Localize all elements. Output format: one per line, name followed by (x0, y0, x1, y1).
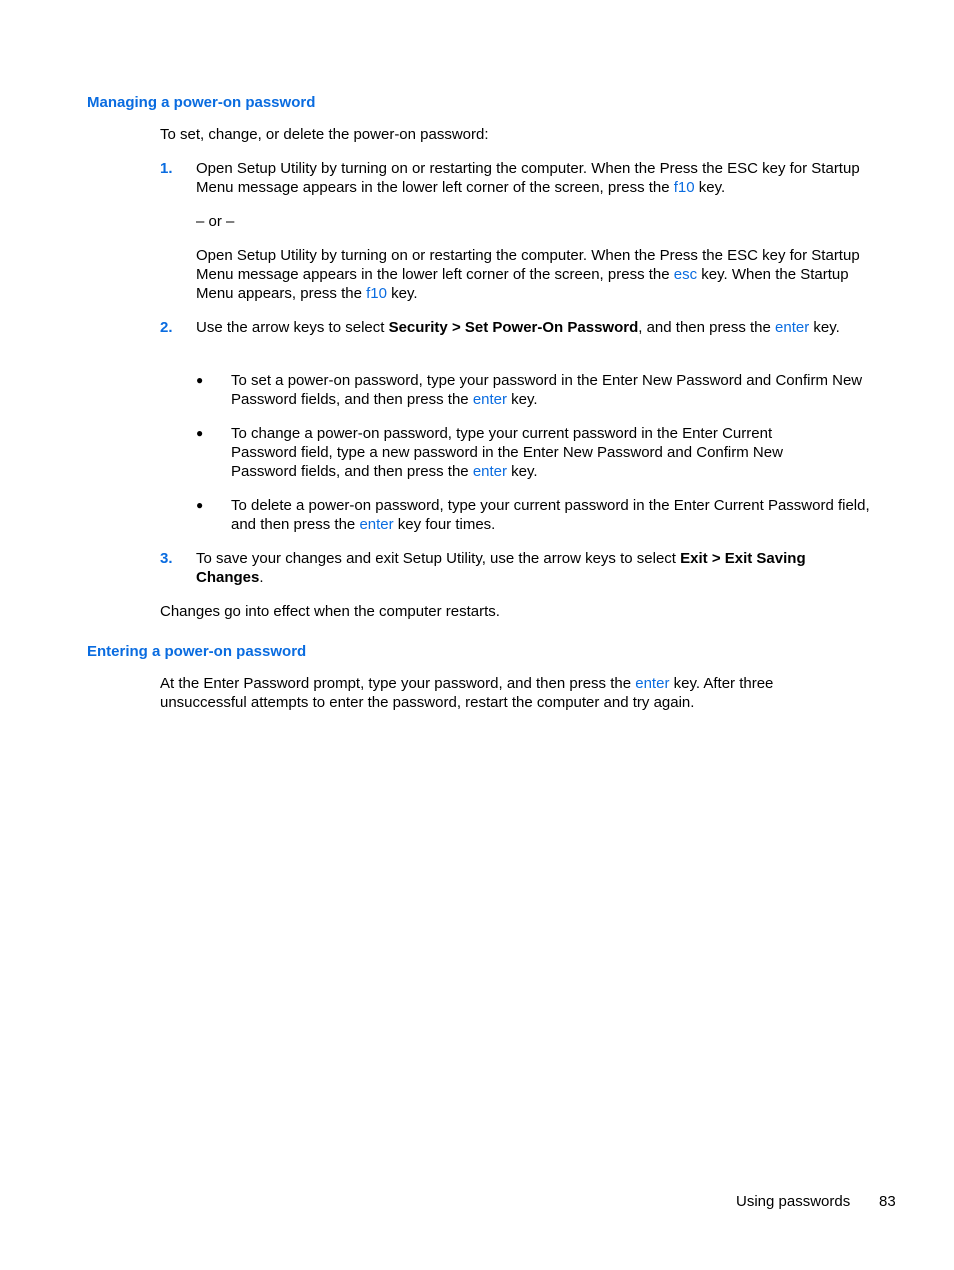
key-f10: f10 (673, 179, 695, 196)
step-number-1: 1. (160, 160, 173, 177)
bullet-item-delete: To delete a power-on password, type your current password in the Enter Current Password field, and then press the enter key four times. (231, 497, 870, 533)
key-enter: enter (635, 675, 670, 692)
entering-paragraph: At the Enter Password prompt, type your password, and then press the enter key. After three unsuccessful attempts to enter the password, restart the computer and try again. (160, 675, 774, 711)
footer-section-title: Using passwords (736, 1193, 851, 1210)
step-1-text-a: Open Setup Utility by turning on or restarting the computer. When the Press the ESC key for Startup Menu message appears in the lower left corner of the screen, press the f10 key. (196, 160, 860, 196)
step-number-3: 3. (160, 550, 173, 567)
bullet-item-change: To change a power-on password, type your current password in the Enter Current Password field, type a new password in the Enter New Password and Confirm New Password fields, and then press the enter key. (231, 425, 783, 480)
step-1-text-b: Open Setup Utility by turning on or restarting the computer. When the Press the ESC key for Startup Menu message appears in the lower left corner of the screen, press the esc key. When the Startup Menu appears, press the f10 key. (196, 247, 860, 302)
bullet-item-set: To set a power-on password, type your password in the Enter New Password and Confirm New Password fields, and then press the enter key. (231, 372, 863, 408)
bullet-icon: ● (196, 373, 204, 387)
section-heading-managing: Managing a power-on password (87, 94, 316, 111)
bullet-icon: ● (196, 426, 204, 440)
step-2-text: Use the arrow keys to select Security > Set Power-On Password, and then press the enter key. (196, 319, 840, 336)
key-enter: enter (359, 516, 394, 533)
step-number-2: 2. (160, 319, 173, 336)
page-number: 83 (879, 1193, 896, 1210)
key-enter: enter (775, 319, 810, 336)
step-3-text: To save your changes and exit Setup Utility, use the arrow keys to select Exit > Exit Saving Changes. (196, 550, 806, 586)
outro-paragraph: Changes go into effect when the computer restarts. (160, 603, 500, 620)
or-separator: – or – (196, 213, 235, 230)
key-enter: enter (472, 391, 508, 408)
section-heading-entering: Entering a power-on password (87, 643, 307, 660)
key-enter: enter (472, 463, 508, 480)
bullet-icon: ● (196, 498, 204, 512)
intro-paragraph: To set, change, or delete the power-on password: (160, 126, 489, 143)
key-esc: esc (673, 266, 698, 283)
key-f10: f10 (366, 285, 387, 302)
